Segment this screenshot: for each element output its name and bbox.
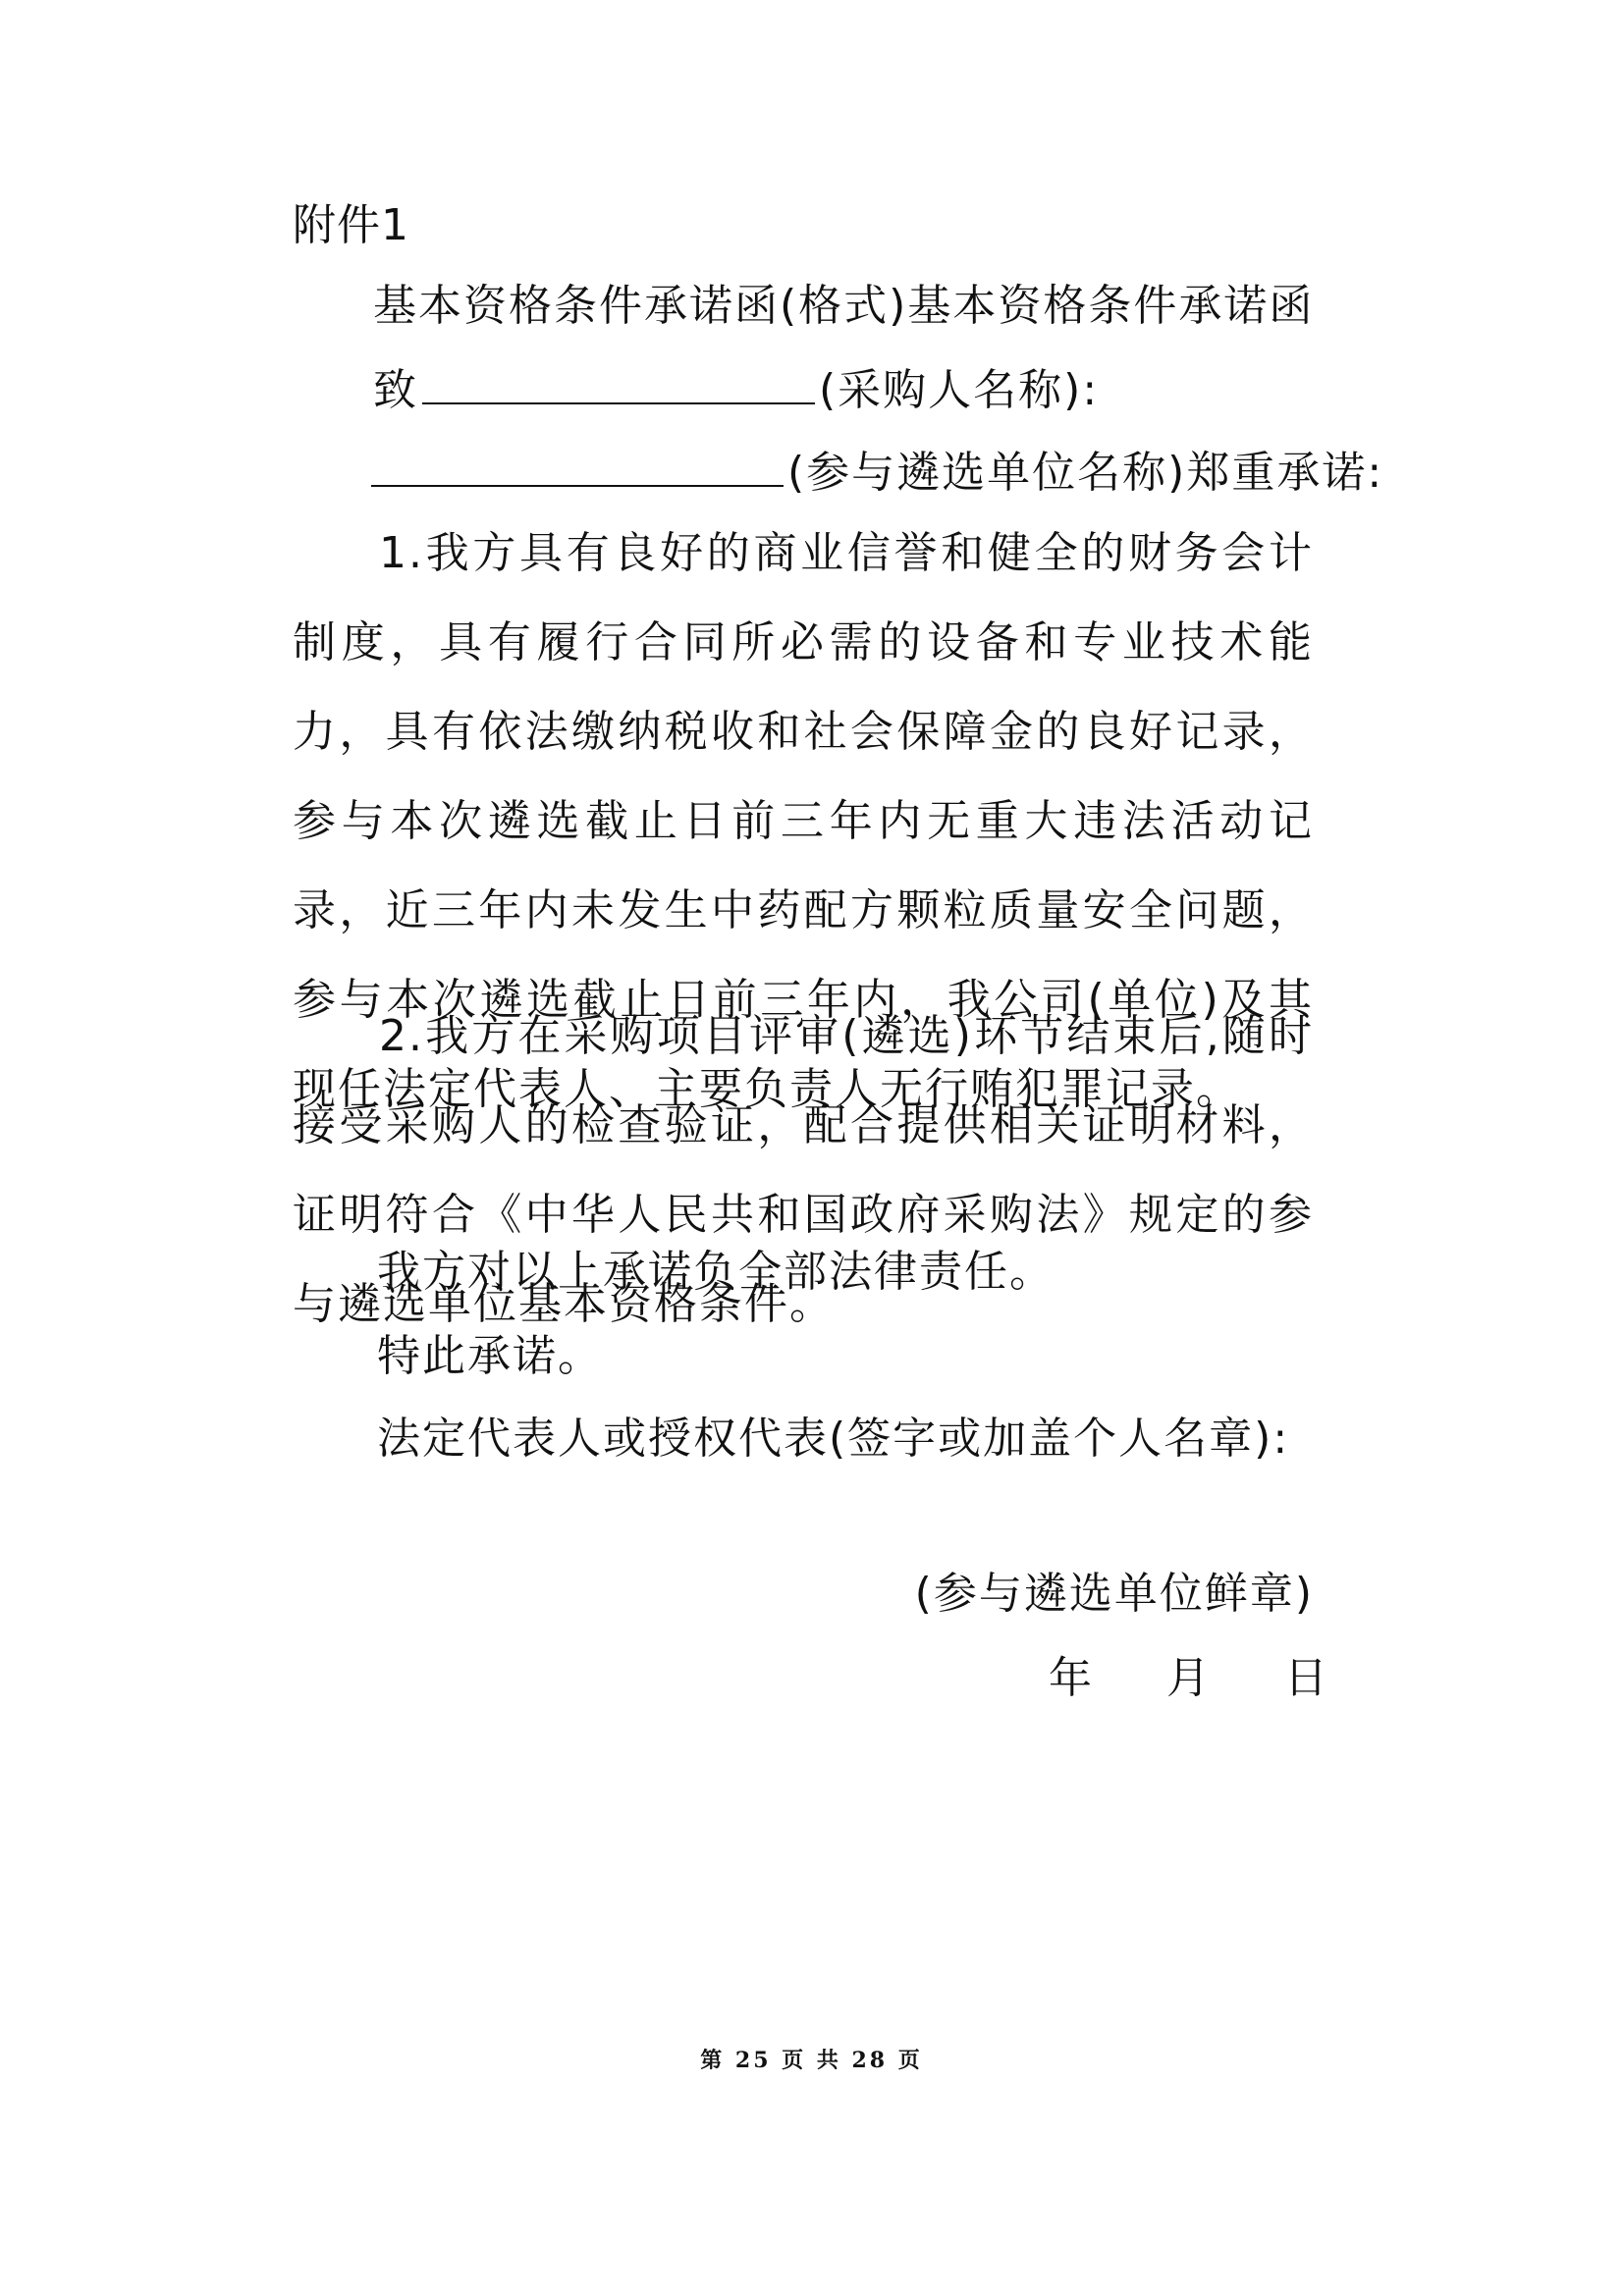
responsibility-statement: 我方对以上承诺负全部法律责任。 [377, 1247, 1055, 1297]
date-day: 日 [1284, 1653, 1329, 1703]
addressee-line [373, 359, 1099, 420]
party-suffix: (参与遴选单位名称)郑重承诺: [787, 448, 1384, 498]
date-line [1049, 1649, 1329, 1708]
party-line [371, 442, 1383, 503]
commitment-paragraph-1: 1.我方具有良好的商业信誉和健全的财务会计制度，具有履行合同所必需的设备和专业技术能力，具有依法缴纳税收和社会保障金的良好记录，参与本次遴选截止日前三年内无重大违法活动记录，近三年内未发生中药配方颗粒质量安全问题，参与本次遴选截止日前三年内，我公司(单位)及其现任法定代表人、主要负责人无行贿犯罪记录。 [293, 528, 1314, 1114]
seal-label: (参与遴选单位鲜章) [914, 1569, 1314, 1619]
hereby-statement: 特此承诺。 [377, 1331, 603, 1381]
signature-label: 法定代表人或授权代表(签字或加盖个人名章): [377, 1414, 1290, 1464]
addressee-prefix: 致 [373, 365, 418, 415]
attachment-label: 附件1 [293, 200, 409, 250]
participant-name-blank [371, 442, 784, 487]
page-indicator: 第 25 页 共 28 页 [700, 2048, 923, 2073]
addressee-suffix: (采购人名称): [819, 365, 1100, 415]
commitment-paragraph-2: 2.我方在采购项目评审(遴选)环节结束后,随时接受采购人的检查验证，配合提供相关证明材料，证明符合《中华人民共和国政府采购法》规定的参与遴选单位基本资格条件。 [293, 1011, 1314, 1329]
date-year: 年 [1049, 1653, 1094, 1703]
date-month: 月 [1166, 1653, 1212, 1703]
purchaser-name-blank [422, 359, 815, 404]
document-title: 基本资格条件承诺函(格式)基本资格条件承诺函 [373, 281, 1315, 331]
